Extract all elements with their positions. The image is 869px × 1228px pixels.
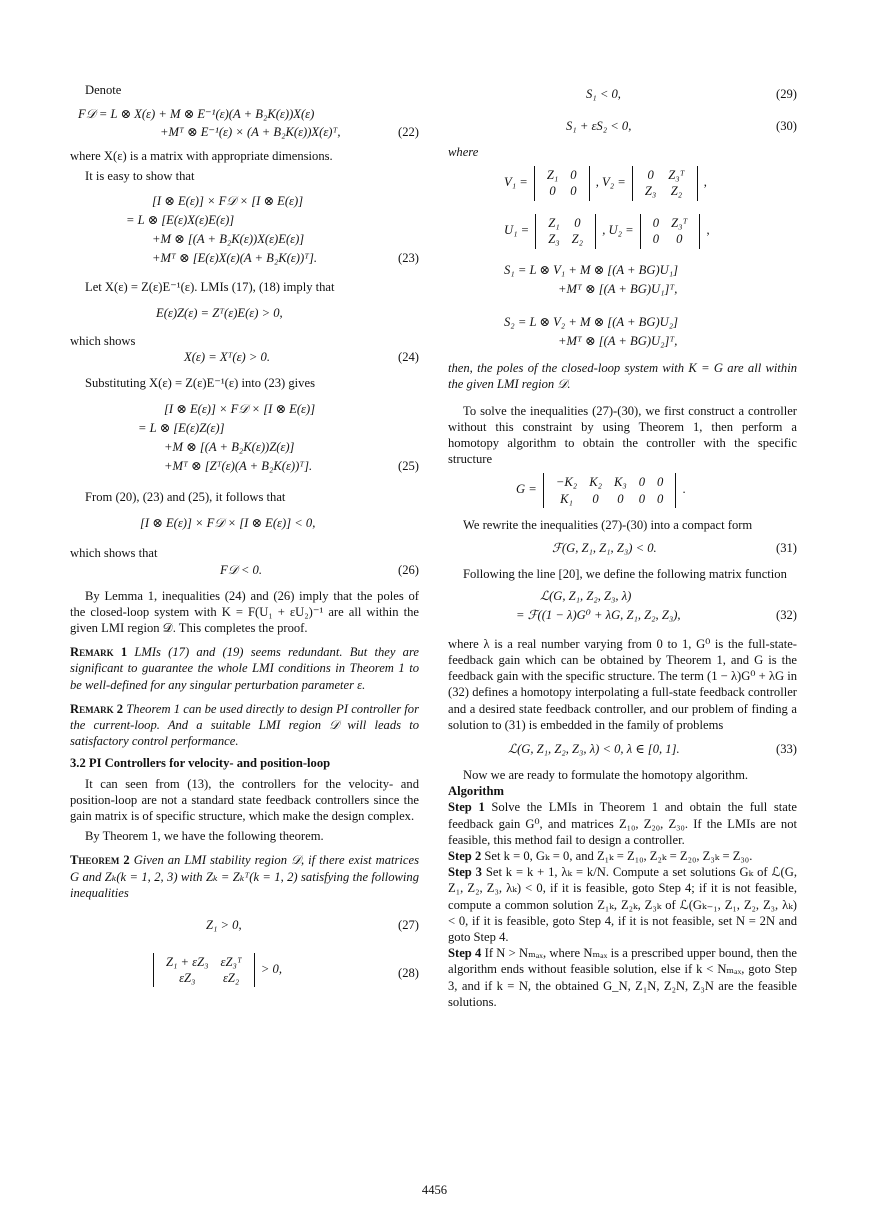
remark-2-label: Remark 2	[70, 701, 124, 716]
left-column	[70, 82, 419, 1001]
remark-2-text: Theorem 1 can be used directly to design PI controller for the current-loop. And a suitable LMI region 𝒟 will leads to satisfactory control performance.	[70, 701, 419, 749]
rewrite-paragraph: We rewrite the inequalities (27)-(30) into a compact form	[463, 518, 753, 533]
equation-33-number: (33)	[776, 742, 797, 757]
matrix-cell: K₃	[613, 475, 627, 490]
equation-33	[448, 741, 797, 761]
matrix-cell: Z₃	[548, 232, 560, 247]
matrix-cell: Z₃ᵀ	[671, 216, 688, 231]
matrix-cell: Z₃ᵀ	[668, 168, 685, 183]
step-4-label: Step 4	[448, 946, 482, 961]
where-label: where	[448, 145, 479, 159]
g-period: .	[682, 482, 686, 497]
equation-25-line-2: = L ⊗ [E(ε)Z(ε)]	[138, 421, 225, 436]
equation-29-number: (29)	[776, 87, 797, 101]
equation-32-line-2: = ℱ((1 − λ)G⁰ + λG, Z₁, Z₂, Z₃),	[516, 607, 681, 622]
matrix-cell: 0	[676, 232, 683, 247]
page-number: 4456	[421, 1183, 448, 1197]
equation-23-line-2: = L ⊗ [E(ε)X(ε)E(ε)]	[126, 212, 235, 227]
step-3-text: Set k = k + 1, λₖ = k/N. Compute a set solutions Gₖ of ℒ(G, Z₁, Z₂, Z₃, λₖ) < 0, if it is feasible, goto Step 4; if it is not feasible, compute a common solution Z₁ₖ, Z₂ₖ, Z₃ₖ of ℒ(Gₖ₋₁, Z₁, Z₂, Z₃, λₖ) < 0, if it is feasible, goto Step 4, if it is not feasible, set N = 2N and goto Step 4.	[448, 865, 797, 945]
equation-ineq-line: [I ⊗ E(ε)] × F𝒟 × [I ⊗ E(ε)] < 0,	[140, 516, 316, 531]
equation-ez-line: E(ε)Z(ε) = Zᵀ(ε)E(ε) > 0,	[156, 305, 283, 320]
matrix-cell: 0	[652, 232, 660, 247]
equation-30-number: (30)	[776, 119, 797, 133]
matrix-cell: 0	[570, 168, 577, 183]
u2-label: , U₂ =	[602, 223, 634, 238]
matrix-cell: εZ₃ᵀ	[220, 955, 242, 970]
equation-ineq	[70, 515, 419, 535]
matrix-cell: Z₁	[548, 216, 560, 231]
u2-matrix	[640, 214, 701, 248]
follow-paragraph: Following the line [20], we define the following matrix function	[463, 566, 787, 581]
lemma-paragraph: By Lemma 1, inequalities (24) and (26) imply that the poles of the closed-loop system with K = F(U₁ + εU₂)⁻¹ are all within the given LMI region 𝒟. This completes the proof.	[70, 588, 419, 636]
substituting-paragraph: Substituting X(ε) = Z(ε)E⁻¹(ε) into (23) gives	[85, 376, 315, 391]
theorem-2-text: Given an LMI stability region 𝒟, if there exist matrices G and Zₖ(k = 1, 2, 3) with Zₖ = Zₖᵀ(k = 1, 2) satisfying the following inequalities	[70, 853, 419, 900]
lambda-paragraph: where λ is a real number varying from 0 to 1, G⁰ is the full-state-feedback gain which can be obtained by Theorem 1, and G is the feedback gain with the specific structure. The term (1 − λ)G⁰ + λG in (32) defines a homotopy interpolating a full-state feedback controller and a desired state feedback controller, and our problem of finding a solution to (31) is embedded in the family of problems	[448, 636, 797, 732]
equation-32-line-1: ℒ(G, Z₁, Z₂, Z₃, λ)	[540, 588, 632, 603]
let-paragraph: Let X(ε) = Z(ε)E⁻¹(ε). LMIs (17), (18) imply that	[85, 279, 335, 294]
equation-v	[448, 166, 797, 204]
equation-23-line-4: +Mᵀ ⊗ [E(ε)X(ε)(A + B₂K(ε))ᵀ].	[152, 250, 318, 265]
matrix-cell: Z₂	[571, 232, 584, 247]
equation-27	[70, 917, 419, 937]
equation-26-line: F𝒟 < 0.	[220, 562, 262, 577]
g-label: G =	[516, 482, 537, 497]
matrix-cell: εZ₃	[179, 971, 196, 986]
solve-paragraph: To solve the inequalities (27)-(30), we first construct a controller without this constraint by using Theorem 1, then perform a homotopy algorithm to obtain the controller with the specific structure	[448, 403, 797, 467]
v1-matrix	[534, 166, 590, 200]
s1-line-1: S₁ = L ⊗ V₁ + M ⊗ [(A + BG)U₁]	[504, 263, 679, 278]
matrix-cell: 0	[647, 168, 654, 183]
u-comma: ,	[706, 223, 710, 238]
v2-matrix	[632, 166, 698, 200]
step-1	[448, 799, 797, 848]
remark-1	[70, 644, 419, 693]
equation-27-line: Z₁ > 0,	[206, 918, 242, 933]
step-2	[448, 848, 797, 864]
matrix-cell: −K₂	[555, 475, 578, 490]
s2-line-1: S₂ = L ⊗ V₂ + M ⊗ [(A + BG)U₂]	[504, 315, 679, 330]
equation-25-line-1: [I ⊗ E(ε)] × F𝒟 × [I ⊗ E(ε)]	[164, 402, 316, 417]
matrix-cell: εZ₂	[222, 971, 240, 986]
equation-25	[70, 401, 419, 477]
equation-23-number: (23)	[398, 250, 419, 265]
equation-22	[70, 106, 419, 140]
section-heading: 3.2 PI Controllers for velocity- and position-loop	[70, 756, 331, 771]
right-column	[448, 82, 797, 1010]
equation-26-number: (26)	[398, 562, 419, 577]
matrix-cell: 0	[652, 216, 660, 231]
step-2-text: Set k = 0, Gₖ = 0, and Z₁ₖ = Z₁₀, Z₂ₖ = Z₂₀, Z₃ₖ = Z₃₀.	[484, 849, 753, 864]
equation-23-line-3: +M ⊗ [(A + B₂K(ε))X(ε)E(ε)]	[152, 231, 305, 246]
equation-33-line: ℒ(G, Z₁, Z₂, Z₃, λ) < 0, λ ∈ [0, 1].	[508, 742, 680, 757]
theorem-2	[70, 852, 419, 901]
equation-s2	[448, 314, 797, 352]
seen-paragraph: It can seen from (13), the controllers for the velocity- and position-loop are not a standard state feedback controllers since the gain matrix is of specific structure, which make the design complex.	[70, 776, 419, 824]
matrix-cell: 0	[657, 475, 664, 490]
s2-line-2: +Mᵀ ⊗ [(A + BG)U₂]ᵀ,	[558, 334, 678, 349]
by-theorem-paragraph: By Theorem 1, we have the following theorem.	[85, 829, 324, 844]
easy-paragraph: It is easy to show that	[85, 169, 195, 184]
matrix-cell: 0	[574, 216, 581, 231]
matrix-cell: 0	[657, 491, 664, 506]
where-paragraph: where X(ε) is a matrix with appropriate dimensions.	[70, 149, 333, 164]
equation-u	[448, 214, 797, 252]
matrix-cell: 0	[638, 475, 646, 490]
equation-30	[448, 118, 797, 138]
from-paragraph: From (20), (23) and (25), it follows that	[85, 490, 286, 505]
step-3-label: Step 3	[448, 865, 482, 880]
denote-text: Denote	[85, 83, 122, 97]
equation-22-line-1: F𝒟 = L ⊗ X(ε) + M ⊗ E⁻¹(ε)(A + B₂K(ε))X(ε)	[78, 107, 315, 122]
step-1-label: Step 1	[448, 800, 485, 815]
equation-32	[448, 588, 797, 626]
equation-31-number: (31)	[776, 540, 797, 555]
equation-23-line-1: [I ⊗ E(ε)] × F𝒟 × [I ⊗ E(ε)]	[152, 193, 304, 208]
u1-matrix	[535, 214, 596, 248]
step-3	[448, 864, 797, 945]
v-comma: ,	[703, 175, 707, 190]
then-paragraph: then, the poles of the closed-loop system with K = G are all within the given LMI region 𝒟.	[448, 361, 797, 392]
equation-31-line: ℱ(G, Z₁, Z₁, Z₃) < 0.	[552, 540, 657, 555]
equation-28-tail: > 0,	[260, 962, 282, 977]
equation-g	[448, 473, 797, 511]
equation-s1	[448, 262, 797, 300]
now-paragraph: Now we are ready to formulate the homotopy algorithm.	[463, 768, 749, 783]
v1-label: V₁ =	[504, 175, 528, 190]
theorem-2-label: Theorem 2	[70, 853, 130, 868]
v2-label: , V₂ =	[595, 175, 626, 190]
equation-32-number: (32)	[776, 607, 797, 622]
equation-26	[70, 562, 419, 582]
equation-28	[70, 953, 419, 995]
equation-22-number: (22)	[398, 125, 419, 140]
equation-24	[70, 349, 419, 369]
equation-25-line-3: +M ⊗ [(A + B₂K(ε))Z(ε)]	[164, 440, 295, 455]
matrix-cell: Z₁	[546, 168, 559, 183]
equation-30-line: S₁ + εS₂ < 0,	[566, 119, 632, 133]
remark-1-text: LMIs (17) and (19) seems redundant. But they are significant to guarantee the whole LMI conditions in Theorem 1 to be well-defined for any singular perturbation parameter ε.	[70, 645, 419, 692]
matrix-cell: 0	[638, 491, 646, 506]
equation-24-line: X(ε) = Xᵀ(ε) > 0.	[184, 350, 270, 365]
equation-29-line: S₁ < 0,	[586, 87, 621, 101]
step-2-label: Step 2	[448, 849, 482, 864]
step-4	[448, 945, 797, 1010]
equation-23	[70, 193, 419, 269]
equation-28-number: (28)	[398, 966, 419, 981]
g-matrix	[543, 473, 676, 507]
s1-line-2: +Mᵀ ⊗ [(A + BG)U₁]ᵀ,	[558, 282, 678, 297]
matrix-cell: K₂	[589, 475, 602, 490]
equation-25-line-4: +Mᵀ ⊗ [Zᵀ(ε)(A + B₂K(ε))ᵀ].	[164, 459, 313, 474]
equation-24-number: (24)	[398, 350, 419, 365]
matrix-cell: 0	[549, 184, 556, 199]
equation-22-line-2: +Mᵀ ⊗ E⁻¹(ε) × (A + B₂K(ε))X(ε)ᵀ,	[160, 125, 341, 140]
matrix-cell: K₁	[560, 491, 573, 506]
u1-label: U₁ =	[504, 223, 530, 238]
equation-31	[448, 540, 797, 560]
equation-27-number: (27)	[398, 918, 419, 933]
remark-1-label: Remark 1	[70, 645, 128, 660]
matrix-cell: 0	[570, 184, 577, 199]
matrix-cell: Z₃	[644, 184, 657, 199]
algorithm-heading: Algorithm	[448, 784, 504, 799]
equation-29	[448, 86, 797, 106]
matrix-cell: Z₁ + εZ₃	[166, 955, 209, 970]
remark-2	[70, 701, 419, 750]
which-shows-that-paragraph: which shows that	[70, 546, 158, 561]
equation-25-number: (25)	[398, 459, 419, 474]
which-shows-paragraph: which shows	[70, 333, 136, 348]
matrix-cell: Z₂	[670, 184, 683, 199]
step-4-text: If N > Nₘₐₓ, where Nₘₐₓ is a prescribed upper bound, then the algorithm ends without feasible solution, else if k < Nₘₐₓ, goto Step 3, and if k = N, the obtained G_N, Z₁N, Z₂N, Z₃N are the feasible solutions.	[448, 946, 797, 1009]
step-1-text: Solve the LMIs in Theorem 1 and obtain the full state feedback gain G⁰, and matrices Z₁₀, Z₂₀, Z₃₀. If the LMIs are not feasible, this method fail to design a controller.	[448, 800, 797, 847]
matrix-cell: 0	[592, 491, 599, 506]
matrix-cell: 0	[617, 491, 624, 506]
equation-28-matrix	[153, 953, 255, 987]
equation-ez	[70, 305, 419, 325]
